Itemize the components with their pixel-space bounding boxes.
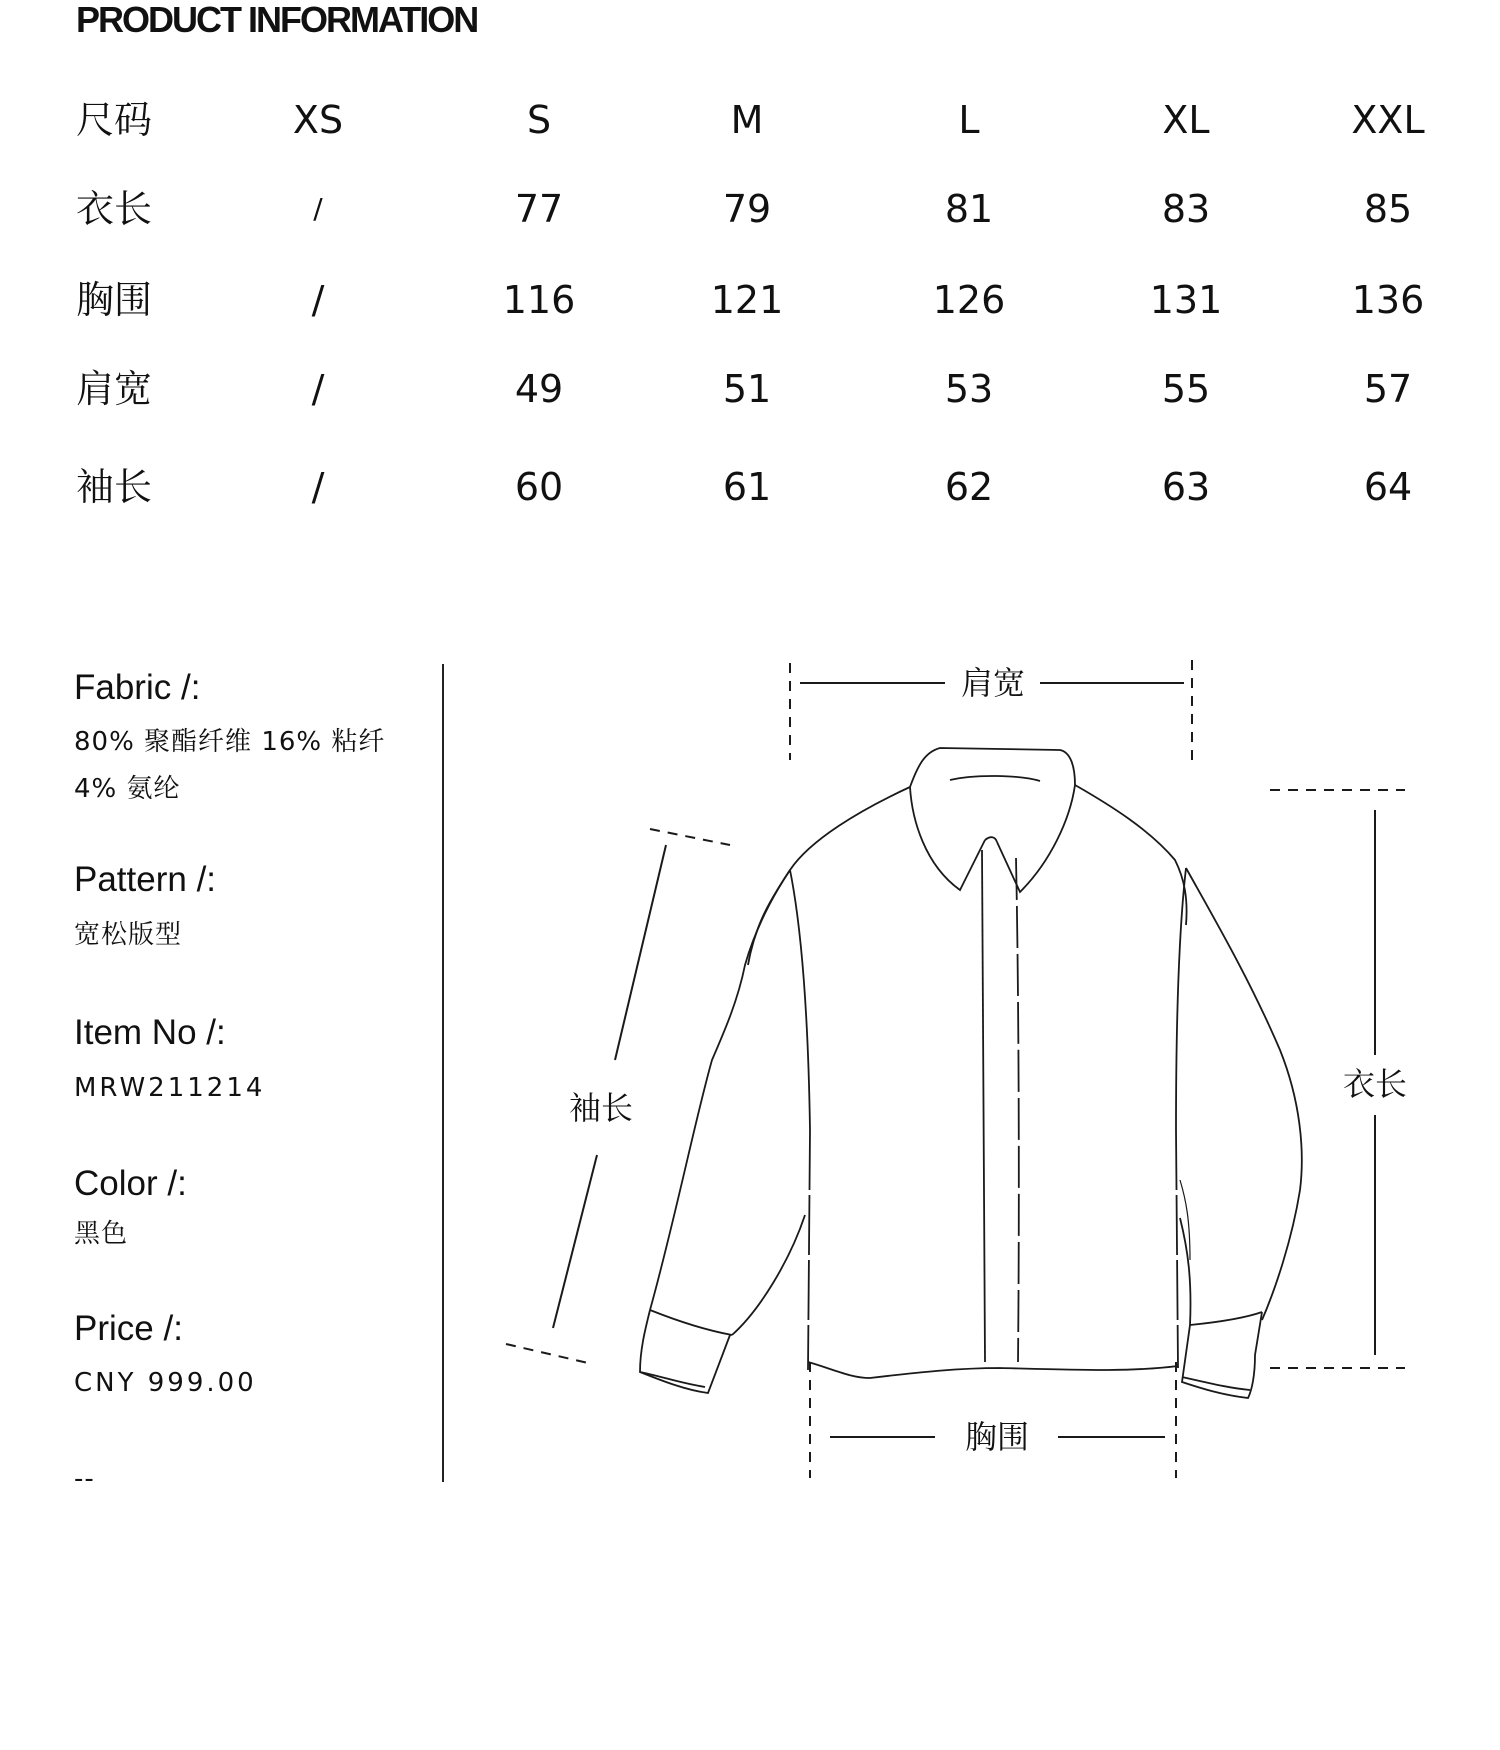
row-label-shoulder: 肩宽 bbox=[76, 367, 153, 411]
table-cell: 136 bbox=[1351, 278, 1425, 322]
row-label-sleeve: 袖长 bbox=[76, 465, 153, 509]
item-no-label: Item No /: bbox=[74, 1013, 226, 1052]
table-cell: 51 bbox=[722, 367, 772, 411]
table-cell: / bbox=[311, 367, 325, 411]
size-header-xl: XL bbox=[1162, 98, 1210, 142]
size-header-m: M bbox=[730, 98, 764, 142]
price-value: CNY 999.00 bbox=[74, 1368, 257, 1398]
table-cell: / bbox=[311, 278, 325, 322]
table-cell: 62 bbox=[944, 465, 994, 509]
table-cell: 63 bbox=[1161, 465, 1211, 509]
table-cell: 116 bbox=[502, 278, 576, 322]
size-header-s: S bbox=[526, 98, 552, 142]
diagram-label-shoulder: 肩宽 bbox=[957, 665, 1029, 701]
table-cell: 57 bbox=[1363, 367, 1413, 411]
color-label: Color /: bbox=[74, 1164, 187, 1203]
fabric-value-line1: 80% 聚酯纤维 16% 粘纤 bbox=[74, 727, 386, 757]
size-header-xs: XS bbox=[292, 98, 344, 142]
table-cell: 81 bbox=[944, 187, 994, 231]
table-cell: 83 bbox=[1161, 187, 1211, 231]
color-value: 黑色 bbox=[74, 1219, 129, 1249]
table-cell: / bbox=[311, 465, 325, 509]
table-cell: 49 bbox=[514, 367, 564, 411]
size-header-xxl: XXL bbox=[1351, 98, 1425, 142]
fabric-value-line2: 4% 氨纶 bbox=[74, 774, 181, 804]
row-label-length: 衣长 bbox=[76, 187, 153, 231]
table-cell: 85 bbox=[1363, 187, 1413, 231]
diagram-label-sleeve: 袖长 bbox=[565, 1090, 637, 1126]
fabric-label: Fabric /: bbox=[74, 668, 201, 707]
size-header-label: 尺码 bbox=[76, 98, 153, 142]
pattern-label: Pattern /: bbox=[74, 860, 217, 899]
table-cell: 55 bbox=[1161, 367, 1211, 411]
table-cell: 131 bbox=[1149, 278, 1223, 322]
table-cell: 61 bbox=[722, 465, 772, 509]
table-cell: 77 bbox=[514, 187, 564, 231]
table-cell: 121 bbox=[710, 278, 784, 322]
pattern-value: 宽松版型 bbox=[74, 920, 183, 950]
size-header-l: L bbox=[958, 98, 980, 142]
table-cell: 79 bbox=[722, 187, 772, 231]
price-label: Price /: bbox=[74, 1309, 183, 1348]
diagram-label-length: 衣长 bbox=[1339, 1066, 1411, 1102]
table-cell: 60 bbox=[514, 465, 564, 509]
shirt-outline bbox=[640, 748, 1302, 1398]
diagram-label-chest: 胸围 bbox=[961, 1419, 1033, 1455]
row-label-chest: 胸围 bbox=[76, 278, 153, 322]
end-mark: -- bbox=[74, 1464, 95, 1494]
table-cell: 126 bbox=[932, 278, 1006, 322]
table-cell: 53 bbox=[944, 367, 994, 411]
page-title: PRODUCT INFORMATION bbox=[76, 0, 478, 40]
table-cell: 64 bbox=[1363, 465, 1413, 509]
table-cell: / bbox=[313, 192, 323, 225]
item-no-value: MRW211214 bbox=[74, 1073, 266, 1103]
